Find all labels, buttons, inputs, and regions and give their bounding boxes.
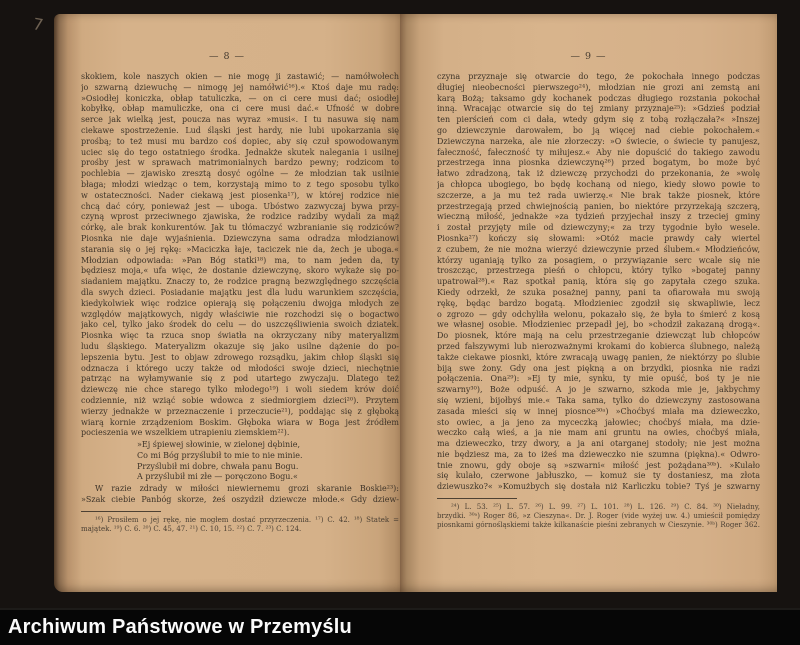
text-line: ¹⁶) Prosiłem o jej rękę, nie mogłem dostać przyrzeczenia. ¹⁷) C. 42. ¹⁸) Statek = (95, 515, 399, 524)
text-line: czyną wprost przeciwnego zjawiska, że rodzice radziby wydali za mąż (81, 212, 399, 222)
text-line: i został przyjęty mile od dziewczyny;« za trzy tygodnie było wesele. (437, 223, 760, 233)
text-line: chcą dać córy, ponieważ jest — uboga. Ubóstwo zazwyczaj bywa przy- (81, 201, 399, 211)
text-line: A przyślubił mi złe — poręczono Bogu.« (137, 472, 298, 482)
text-line: Piosnka więc ta rzuca snop światła na okrzyczany niby materyalizm (81, 331, 399, 341)
text-line: się kulało, czerwone jabłuszko, — komuż sie ty dostaniesz, ma złota (437, 471, 760, 481)
text-line: kiedykolwiek więc rodzice opierają się połączeniu dwojga młodych ze (81, 298, 399, 308)
book-spread (54, 14, 777, 592)
text-line: rękę, będąc bardzo bogatą. Młodzieniec zgodził się skwapliwie, lecz (437, 298, 760, 308)
text-line: Dziewczyna narzeka, ale nie złorzeczy: »O świecie, o świecie ty panujesz, (437, 136, 760, 146)
text-line: prośby jest w sprawach matrimonialnych bardzo pewny; rodzicom to (81, 158, 399, 168)
text-line: wiarą kornie zrządzeniom Boskim. Głęboka wiara w Boga jest źródłem (81, 417, 399, 427)
page-number-9: — 9 — (570, 51, 607, 62)
text-line: Co mi Bóg przyślubił to mie to nie minie. (137, 450, 303, 460)
text-line: dziewuszko?« »Komużbych się dostała niż Karliczku tobie? Tyś je szwarny (437, 482, 760, 492)
archive-caption-bar (0, 608, 800, 645)
text-line: prośbą; to też musi mu bardzo coś dopiec, aby się czuł spowodowanym (81, 136, 399, 146)
text-line: codziennie, niż wziąć sobie wdowca z siedmiorgiem dzieci²⁰). Przytem (81, 395, 399, 405)
text-line: upatrował²⁸).« Raz spotkał panią, która się go zapytała czego szuka. (437, 277, 760, 287)
text-line: tnie znowu, gdy oboje są »szwarni« miłość jest pożądana³⁰ᵇ). »Kulało (437, 460, 760, 470)
page-8-footnotes (81, 516, 399, 534)
page-8-body-text (81, 72, 399, 439)
page-9-text-column (437, 72, 760, 531)
text-line: Do piosnek, które mają na celu przestrzeganie dziewcząt lub chłopców (437, 331, 760, 341)
footnote-divider (81, 511, 161, 512)
text-line: także ciekawe piosnki, które zwracają uwagę panien, że niektórzy po ślubie (437, 352, 760, 362)
text-line: biją swe żony. Gdy ona jest piękną a on brzydki, piosnka nie radzi (437, 363, 760, 373)
text-line: błaga; młodzi wiedząc o tem, korzystają mimo to z tego sposobu tylko (81, 179, 399, 189)
text-line: odznacza i którego uczy także od młodości swoje dzieci, niechętnie (81, 363, 399, 373)
text-line: piosnkami górnośląskiemi także kilkanaście pieśni zebranych w Cieszynie. ³⁰ᵇ) Roger 362. (437, 521, 760, 530)
text-line: pochlebia — zjawisko zresztą dosyć ogólne — że młodzian tak usilnie (81, 169, 399, 179)
text-line: lepszenia bytu. Jest to objaw zdrowego rozsądku, jakim chłop śląski się (81, 352, 399, 362)
text-line: karą Bożą; taksamo gdy kochanek podczas długiego rozstania pokochał (437, 93, 760, 103)
text-line: zasada mieści się w innej piosnce³⁰ᵃ) »Choćbyś miała ma dzieweczko, (437, 406, 760, 416)
page-8 (54, 14, 400, 592)
page-8-text-column (81, 72, 399, 534)
text-line: czyna przyznaje się otwarcie do tego, że pokochała innego podczas (437, 72, 760, 81)
text-line: połączenia. Ona²⁹): »Ej ty mie, synku, ty mie opuść, boś ty je nie (437, 374, 760, 384)
page-9-body-text (437, 72, 760, 493)
text-line: Piosnka nie daje wyjaśnienia. Dziewczyna sama odradza młodzianowi (81, 233, 399, 243)
text-line: którzy uganiają tylko za posagiem, o przywiązanie serc wcale się nie (437, 255, 760, 265)
text-line: go dziewczynie darowałem, bo ją więcej nad ciebie pokochałem.« (437, 125, 760, 135)
text-line: długiej nieobecności pierwszego²⁴), młodzian nie grozi ani zemstą ani (437, 82, 760, 92)
text-line: inną. Wracając otwarcie się do tej zmiany przyznaje²⁵): »Gdzieś podział (437, 104, 760, 114)
text-line: będziesz moja,« ufa więc, że dostanie dziewczynę, skoro wykaże się po- (81, 266, 399, 276)
text-line: Kiedy odrzekł, że szuka posażnej panny, pani ta ofiarowała mu swoją (437, 287, 760, 297)
text-line: Piosnka²⁷) kończy się słowami: »Otóż macie prawdy cały wiertel (437, 233, 760, 243)
page-8-verse (137, 440, 399, 483)
text-line: we własnej osobie. Młodzieniec przepadł jej, bo »chodził zakazaną drogą«. (437, 320, 760, 330)
text-line: sto owiec, a ja jeno za myceczką jałowiec; choćbyś miała, ma dzie- (437, 417, 760, 427)
text-line: troszcząc, przestrzega pieśń o chłopcu, który tylko »bogatej panny (437, 266, 760, 276)
text-line: przestrzegają przed chwiejnością panien, bo niektóre przyrzekają szczerą, (437, 201, 760, 211)
text-line: szwarny³⁰), Boże odpuść. A jo je szwarno, szkoda mie je, jakbychmy (437, 385, 760, 395)
page-9-footnotes (437, 503, 760, 531)
text-line: ludu śląskiego. Materyalizm okazuje się jako usilne dążenie do po- (81, 341, 399, 351)
footnote-divider (437, 498, 517, 499)
page-number-8: — 8 — (208, 51, 246, 62)
text-line: o zgrozo — gdy odchyliła welonu, pokazało się, że była to śmierć z kosą (437, 309, 760, 319)
text-line: W razie zdrady w miłości niewiernemu grozi skaranie Boskie²³): (95, 484, 399, 494)
text-line: weczko całą wieś, a ja nie mam ani gruntu na owies, choćbyś miała, (437, 428, 760, 438)
text-line: »Szak ciebie Panbóg skorze, żeś oszydził dziewcze młode.« Gdy dziew- (81, 495, 399, 505)
archive-name-label: Archiwum Państwowe w Przemyślu (8, 616, 352, 638)
text-line: przestrzega inna piosnka dziewczynę²⁶) przed bogatym, bo może być (437, 158, 760, 168)
text-line: patrząc na wyłamywanie się z pod utartego zwyczaju. Dlatego też (81, 374, 399, 384)
text-line: wierzy jednakże w przeznaczenie i przeczucie²¹), poddając się z głęboką (81, 406, 399, 416)
text-line: skokiem, kole naszych okien — nie mogę ji zastawić; — namółwołech (81, 72, 399, 81)
text-line: fałeczność, fałeczność ty miłujesz.« Aby nie dopuścić do takiego zawodu (437, 147, 760, 157)
text-line: »Ej śpiewej słowinie, w zielonej dębinie, (137, 440, 301, 450)
text-line: starania się o jej rękę: »Maciczka łaje, taciczek nie da, żech je uboga.« (81, 244, 399, 254)
text-line: się wzieni, bijołbyś mie.« Taka sama, tylko do dziewczyny zastosowana (437, 395, 760, 405)
text-line: dla swych dzieci. Posiadanie majątku jest dla ludu warunkiem szczęścia, (81, 287, 399, 297)
text-line: ciekawe spostrzeżenie. Lud śląski jest hardy, nie lubi upokarzania się (81, 125, 399, 135)
page-9 (400, 14, 777, 592)
text-line: »Osiodłej koniczka, obłap tatuliczka, — on ci cere musi dać; osiodłej (81, 93, 399, 103)
text-line: pocieszenia we wszelkiem utrapieniu ziemskiem²²). (81, 428, 290, 438)
text-line: uciec się do tego ostatniego środka. Jednakże skutek nalegania i usilnej (81, 147, 399, 157)
text-line: łatwo zdradzoną, tak iż dziewczę przychodzi do przekonania, że »wolę (437, 169, 760, 179)
text-line: brzydki. ³⁰ᵃ) Roger 86, »z Cieszyna«. Dr. J. Roger (vide wyżej uw. 4.) umieścił pomiędzy (437, 512, 760, 521)
text-line: z czubem, że nie można wierzyć dziewczynie przed ślubem.« Młodzieńców, (437, 244, 760, 254)
text-line: kobyłkę, obłap mamuliczke, ona ci cere musi dać.« Ufność w dobre (81, 104, 399, 114)
pencil-folio-number-left: 7 (31, 14, 45, 35)
text-line: nie będziesz ma, za to iżeś ma dzieweczko nie szumna (piękna).« Odwro- (437, 449, 760, 459)
text-line: szczerze, a ja mu też rada uwierzę.« Nie brak także piosnek, które (437, 190, 760, 200)
text-line: przed fałszywymi lub nierozważnymi krokami do kobierca ślubnego, należą (437, 341, 760, 351)
text-line: siadaniem majątku. Znaczy to, że rodzice pragną bezwzględnego szczęścia (81, 277, 399, 287)
text-line: córkę, ale brak konkurentów. Jak tu tłómaczyć wzbranianie się rodziców? (81, 223, 399, 233)
text-line: wieczną miłość, jednakże »za tydzień przyjechał inszy z trzeciej gminy (437, 212, 760, 222)
text-line: w ostateczności. Nader ciekawą jest piosenka¹⁷), w której rodzice nie (81, 190, 399, 200)
text-line: dziewczę nie chce starego tylko młodego¹⁹) i woli siedem krów doić (81, 385, 399, 395)
text-line: majątek. ¹⁹) C. 6. ²⁰) C. 45, 47. ²¹) C. 10, 15. ²²) C. 7. ²³) C. 124. (81, 525, 302, 534)
text-line: ma dzieweczko, trzy dwory, a ja ani otarganej stodoły; nie jest można (437, 439, 760, 449)
text-line: Przyślubił mi dobre, chwała panu Bogu. (137, 461, 299, 471)
text-line: Młodzian odpowiada: »Pan Bóg statki¹⁸) ma, to nam jeden da, ty (81, 255, 399, 265)
text-line: serce jak wielką jest, poucza nas wyraz »musi«. I tu nasuwa się nam (81, 115, 399, 125)
text-line: ²⁴) L. 53. ²⁵) L. 57. ²⁶) L. 99. ²⁷) L. 101. ²⁸) L. 126. ²⁹) C. 84. ³⁰) Nieładny, (451, 503, 760, 512)
text-line: ten pierścień com ci dała, wtedy gdym się z tobą rozłączała?« »Inszej (437, 115, 760, 125)
text-line: jo szwarną dziewuchę — nimogę jej namółwić¹⁶).« Ktoś daje mu radę: (81, 82, 399, 92)
page-8-closing-paragraph (81, 484, 399, 506)
text-line: ja chłopca ubogiego, bo będę kochaną od niego, kiedy słowo powie to (437, 179, 760, 189)
text-line: jako cel, tylko jako środek do celu — do uszczęśliwienia swoich dziatek. (81, 320, 399, 330)
text-line: względów majątkowych, nigdy właściwie nie rozchodzi się o bogactwo (81, 309, 399, 319)
